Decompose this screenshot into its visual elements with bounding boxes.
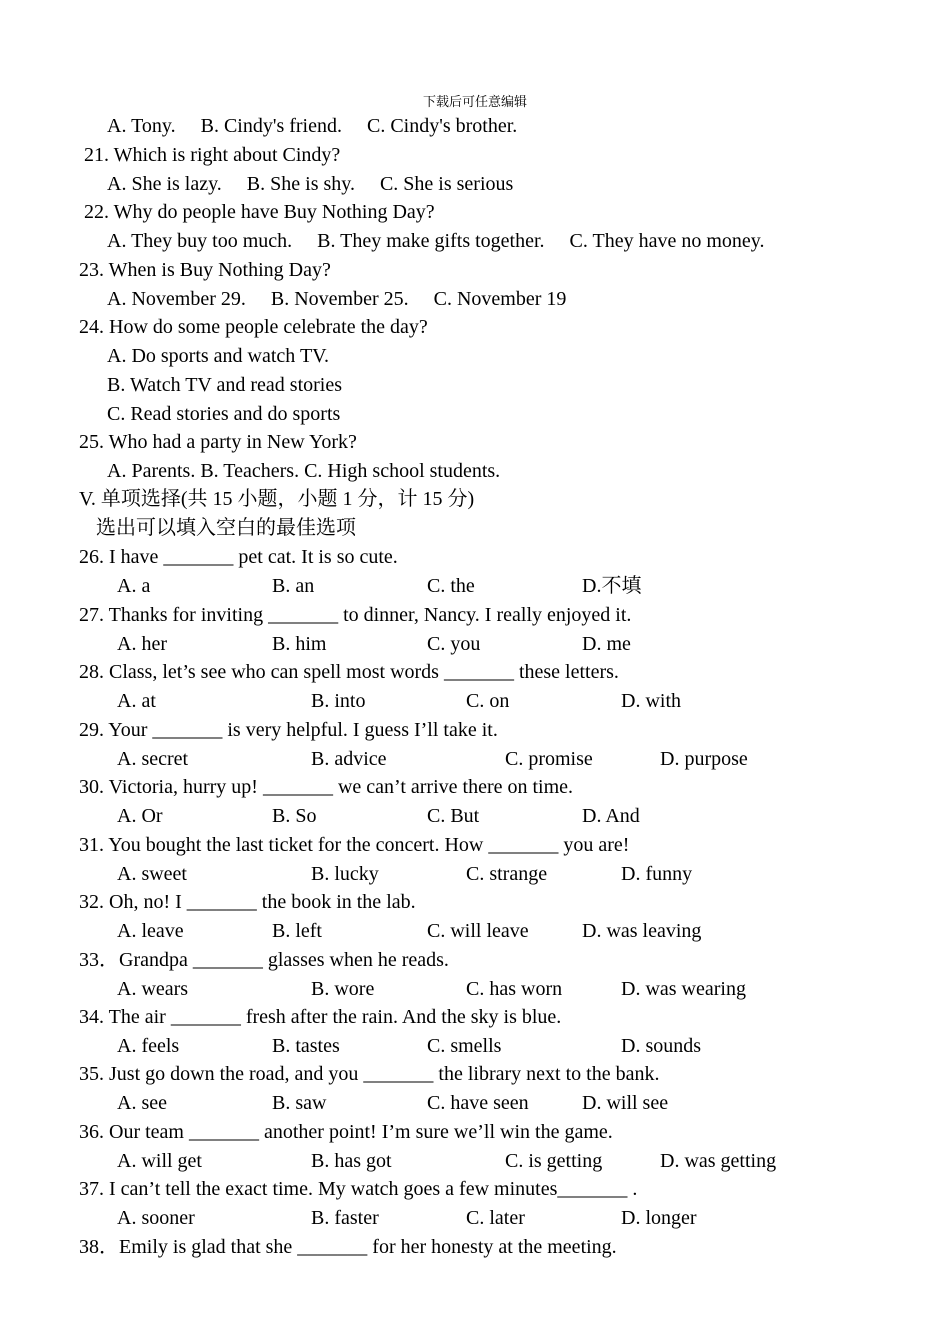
q23-options: A. November 29. B. November 25. C. November 19	[107, 288, 567, 310]
option-c: C. later	[466, 1207, 525, 1229]
option-c: C. the	[427, 575, 475, 597]
option-d: D. was wearing	[621, 978, 746, 1000]
option-a: A. will get	[117, 1150, 202, 1172]
option-c: C. has worn	[466, 978, 563, 1000]
q22-stem: 22. Why do people have Buy Nothing Day?	[84, 201, 435, 223]
option-d: D. sounds	[621, 1035, 702, 1057]
option-a: A. leave	[117, 920, 184, 942]
option-a: A. her	[117, 633, 167, 655]
option-b: B. an	[272, 575, 315, 597]
question-stem: 38．Emily is glad that she _______ for her honesty at the meeting.	[79, 1236, 617, 1258]
question-stem: 37. I can’t tell the exact time. My watch goes a few minutes_______ .	[79, 1178, 638, 1200]
q24-option-c: C. Read stories and do sports	[107, 403, 341, 425]
option-c: C. smells	[427, 1035, 502, 1057]
q25-stem: 25. Who had a party in New York?	[79, 431, 357, 453]
option-d: D. longer	[621, 1207, 697, 1229]
option-d: D. was leaving	[582, 920, 702, 942]
question-stem: 31. You bought the last ticket for the concert. How _______ you are!	[79, 834, 630, 856]
q24-option-a: A. Do sports and watch TV.	[107, 345, 330, 367]
option-a: A. wears	[117, 978, 189, 1000]
option-a: A. feels	[117, 1035, 180, 1057]
page-header: 下载后可任意编辑	[422, 95, 527, 110]
option-c: C. is getting	[505, 1150, 603, 1172]
option-b: B. left	[272, 920, 322, 942]
option-d: D.不填	[582, 575, 642, 597]
option-b: B. has got	[311, 1150, 392, 1172]
option-d: D. funny	[621, 863, 693, 885]
option-d: D. me	[582, 633, 631, 655]
q25-options: A. Parents. B. Teachers. C. High school students.	[107, 460, 501, 482]
q24-stem: 24. How do some people celebrate the day?	[79, 316, 428, 338]
option-d: D. with	[621, 690, 681, 712]
option-c: C. will leave	[427, 920, 529, 942]
option-a: A. Or	[117, 805, 163, 827]
option-d: D. purpose	[660, 748, 748, 770]
option-d: D. And	[582, 805, 640, 827]
question-stem: 30. Victoria, hurry up! _______ we can’t arrive there on time.	[79, 776, 574, 798]
q21-options: A. She is lazy. B. She is shy. C. She is serious	[107, 173, 514, 195]
option-b: B. tastes	[272, 1035, 340, 1057]
option-c: C. have seen	[427, 1092, 529, 1114]
question-stem: 36. Our team _______ another point! I’m sure we’ll win the game.	[79, 1121, 613, 1143]
option-c: C. strange	[466, 863, 548, 885]
option-b: B. faster	[311, 1207, 379, 1229]
section-instruction: 选出可以填入空白的最佳选项	[96, 517, 356, 539]
option-a: A. see	[117, 1092, 167, 1114]
option-a: A. at	[117, 690, 156, 712]
option-c: C. on	[466, 690, 510, 712]
option-b: B. So	[272, 805, 317, 827]
option-c: C. promise	[505, 748, 593, 770]
option-b: B. saw	[272, 1092, 327, 1114]
option-a: A. secret	[117, 748, 189, 770]
q20-options: A. Tony. B. Cindy's friend. C. Cindy's brother.	[107, 115, 518, 137]
question-stem: 33．Grandpa _______ glasses when he reads.	[79, 949, 449, 971]
question-stem: 32. Oh, no! I _______ the book in the lab.	[79, 891, 416, 913]
option-c: C. you	[427, 633, 481, 655]
option-d: D. was getting	[660, 1150, 777, 1172]
question-stem: 34. The air _______ fresh after the rain. And the sky is blue.	[79, 1006, 562, 1028]
option-b: B. into	[311, 690, 366, 712]
question-stem: 27. Thanks for inviting _______ to dinner, Nancy. I really enjoyed it.	[79, 604, 632, 626]
question-stem: 35. Just go down the road, and you _______ the library next to the bank.	[79, 1063, 660, 1085]
option-a: A. a	[117, 575, 151, 597]
option-b: B. him	[272, 633, 327, 655]
q22-options: A. They buy too much. B. They make gifts together. C. They have no money.	[107, 230, 765, 252]
question-stem: 28. Class, let’s see who can spell most words _______ these letters.	[79, 661, 619, 683]
q21-stem: 21. Which is right about Cindy?	[84, 144, 341, 166]
option-a: A. sweet	[117, 863, 187, 885]
option-b: B. lucky	[311, 863, 379, 885]
q24-option-b: B. Watch TV and read stories	[107, 374, 343, 396]
option-b: B. wore	[311, 978, 375, 1000]
question-stem: 26. I have _______ pet cat. It is so cute.	[79, 546, 398, 568]
option-a: A. sooner	[117, 1207, 195, 1229]
section-title: V. 单项选择(共 15 小题，小题 1 分，计 15 分)	[79, 488, 475, 510]
q23-stem: 23. When is Buy Nothing Day?	[79, 259, 331, 281]
option-b: B. advice	[311, 748, 387, 770]
question-stem: 29. Your _______ is very helpful. I guess I’ll take it.	[79, 719, 498, 741]
option-c: C. But	[427, 805, 480, 827]
option-d: D. will see	[582, 1092, 669, 1114]
